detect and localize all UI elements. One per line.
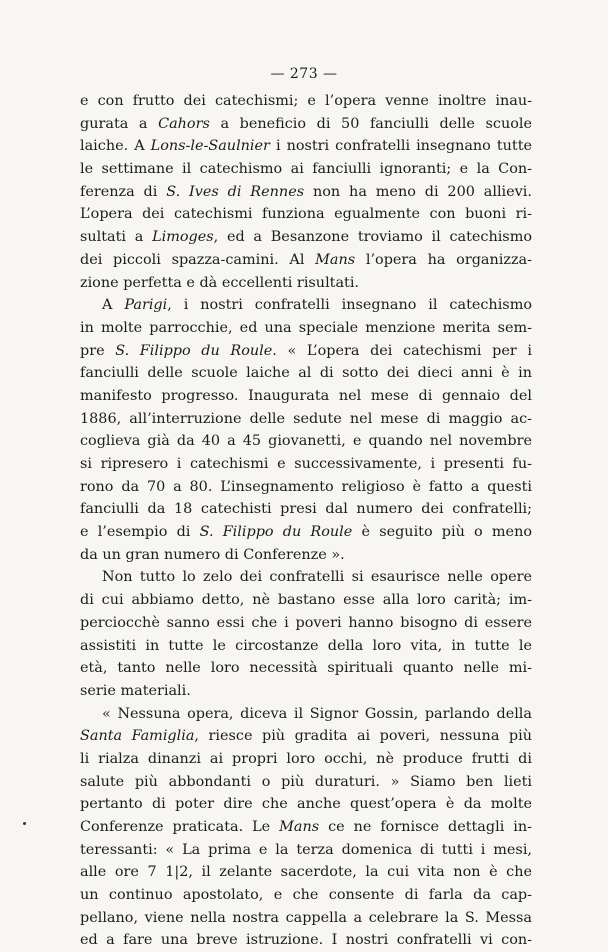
- text-run: fanciulli da 18 catechisti presi dal numero dei confratelli;: [80, 501, 532, 518]
- text-run: pertanto di poter dire che anche quest’opera è da molte: [80, 796, 532, 813]
- text-line: [80, 317, 532, 340]
- text-line: [80, 703, 532, 726]
- text-run: zione perfetta e dà eccellenti risultati.: [80, 274, 359, 291]
- text-line: [80, 680, 532, 703]
- text-run: , i nostri confratelli insegnano il catechismo: [167, 297, 532, 314]
- text-run: 1886, all’interruzione delle sedute nel mese di maggio ac-: [80, 410, 532, 427]
- text-line: [80, 498, 532, 521]
- text-line: [80, 884, 532, 907]
- text-run: teressanti: « La prima e la terza domenica di tutti i mesi,: [80, 841, 532, 858]
- text-run: Conferenze praticata. Le: [80, 819, 280, 835]
- italic-text: S. Filippo du Roule: [199, 524, 353, 541]
- text-run: li rialza dinanzi ai propri loro occhi, nè produce frutti di: [80, 750, 532, 767]
- text-run: assistiti in tutte le circostanze della loro vita, in tutte le: [80, 637, 532, 654]
- page-number: — 273 —: [270, 66, 338, 82]
- text-line: [80, 430, 532, 453]
- text-run: in molte parrocchie, ed una speciale menzione merita sem-: [80, 319, 532, 336]
- text-run: un continuo apostolato, e che consente di farla da cap-: [80, 887, 532, 904]
- text-run: a beneficio di 50 fanciulli delle scuole: [209, 115, 532, 132]
- text-run: gurata a: [80, 115, 159, 132]
- text-line: [80, 566, 532, 589]
- text-run: dei piccoli spazza-camini. Al: [80, 251, 316, 268]
- text-run: pre: [80, 342, 116, 359]
- italic-text: Santa Famiglia: [80, 728, 195, 745]
- text-run: , riesce più gradita ai poveri, nessuna più: [194, 728, 532, 745]
- text-run: coglieva già da 40 a 45 giovanetti, e quando nel novembre: [80, 433, 532, 450]
- text-line: [80, 589, 532, 612]
- text-run: età, tanto nelle loro necessità spirituali quanto nelle mi-: [80, 660, 532, 677]
- italic-text: Parigi: [124, 297, 168, 314]
- text-run: di cui abbiamo detto, nè bastano esse alla loro carità; im-: [80, 592, 532, 609]
- italic-text: Lons-le-Saulnier: [150, 138, 270, 155]
- text-line: [80, 725, 532, 748]
- text-run: salute più abbondanti o più duraturi. » Siamo ben lieti: [80, 773, 532, 790]
- text-run: , ed a Besanzone troviamo il catechismo: [213, 229, 532, 246]
- text-run: fanciulli delle scuole laiche al di sotto dei dieci anni è in: [80, 365, 532, 382]
- text-line: [80, 839, 532, 862]
- text-run: ce ne fornisce dettagli in-: [319, 819, 532, 835]
- text-run: sultati a: [80, 229, 153, 246]
- text-run: alle ore 7 1|2, il zelante sacerdote, la cui vita non è che: [80, 864, 532, 881]
- text-line: [80, 476, 532, 499]
- text-line: [80, 612, 532, 635]
- text-line: [80, 657, 532, 680]
- text-run: si ripresero i catechismi e successivamente, i presenti fu-: [80, 456, 532, 472]
- text-line: [80, 158, 532, 181]
- text-line: [80, 203, 532, 226]
- text-line: [80, 90, 532, 113]
- text-line: [80, 340, 532, 363]
- text-line: [80, 385, 532, 408]
- text-line: [80, 521, 532, 544]
- text-line: [80, 771, 532, 794]
- text-line: [80, 544, 532, 567]
- text-line: [80, 249, 532, 272]
- text-line: [80, 135, 532, 158]
- text-run: ed a fare una breve istruzione. I nostri confratelli vi con-: [80, 932, 532, 949]
- text-run: Non tutto lo zelo dei confratelli si esaurisce nelle opere: [102, 569, 532, 586]
- text-line: [80, 929, 532, 952]
- text-run: e l’esempio di: [80, 524, 200, 541]
- text-line: [80, 816, 532, 839]
- text-run: perciocchè sanno essi che i poveri hanno bisogno di essere: [80, 614, 532, 631]
- text-run: L’opera dei catechismi funziona egualmente con buoni ri-: [80, 206, 532, 223]
- italic-text: Mans: [315, 251, 356, 268]
- text-run: serie materiali.: [80, 682, 191, 699]
- text-run: A: [102, 297, 125, 314]
- text-run: e con frutto dei catechismi; e l’opera venne inoltre inau-: [80, 93, 532, 109]
- text-line: [80, 453, 532, 476]
- text-line: [80, 113, 532, 136]
- italic-text: S. Ives di Rennes: [166, 183, 305, 200]
- text-run: laiche. A: [80, 138, 151, 155]
- text-line: [80, 861, 532, 884]
- text-run: . « L’opera dei catechismi per i: [272, 342, 532, 359]
- text-run: pellano, viene nella nostra cappella a celebrare la S. Messa: [80, 909, 532, 926]
- text-run: è seguito più o meno: [352, 524, 532, 541]
- text-run: rono da 70 a 80. L’insegnamento religioso è fatto a questi: [80, 478, 532, 495]
- text-line: [80, 793, 532, 816]
- text-line: [80, 181, 532, 204]
- text-line: [80, 408, 532, 431]
- body-text: [80, 90, 532, 952]
- text-run: le settimane il catechismo ai fanciulli ignoranti; e la Con-: [80, 161, 532, 178]
- text-line: [80, 907, 532, 930]
- text-run: non ha meno di 200 allievi.: [304, 183, 532, 200]
- text-run: « Nessuna opera, diceva il Signor Gossin, parlando della: [102, 705, 532, 722]
- italic-text: Mans: [279, 819, 320, 835]
- text-run: l’opera ha organizza-: [355, 251, 532, 268]
- text-line: [80, 272, 532, 295]
- text-run: i nostri confratelli insegnano tutte: [269, 138, 532, 155]
- italic-text: Limoges: [152, 229, 214, 246]
- text-line: [80, 635, 532, 658]
- italic-text: Cahors: [158, 115, 210, 132]
- text-line: [80, 294, 532, 317]
- text-line: [80, 362, 532, 385]
- text-line: [80, 748, 532, 771]
- scan-speck: [23, 822, 26, 825]
- text-run: da un gran numero di Conferenze ».: [80, 546, 345, 563]
- text-line: [80, 226, 532, 249]
- italic-text: S. Filippo du Roule: [115, 342, 273, 359]
- text-run: ferenza di: [80, 183, 167, 200]
- text-run: manifesto progresso. Inaugurata nel mese di gennaio del: [80, 387, 532, 404]
